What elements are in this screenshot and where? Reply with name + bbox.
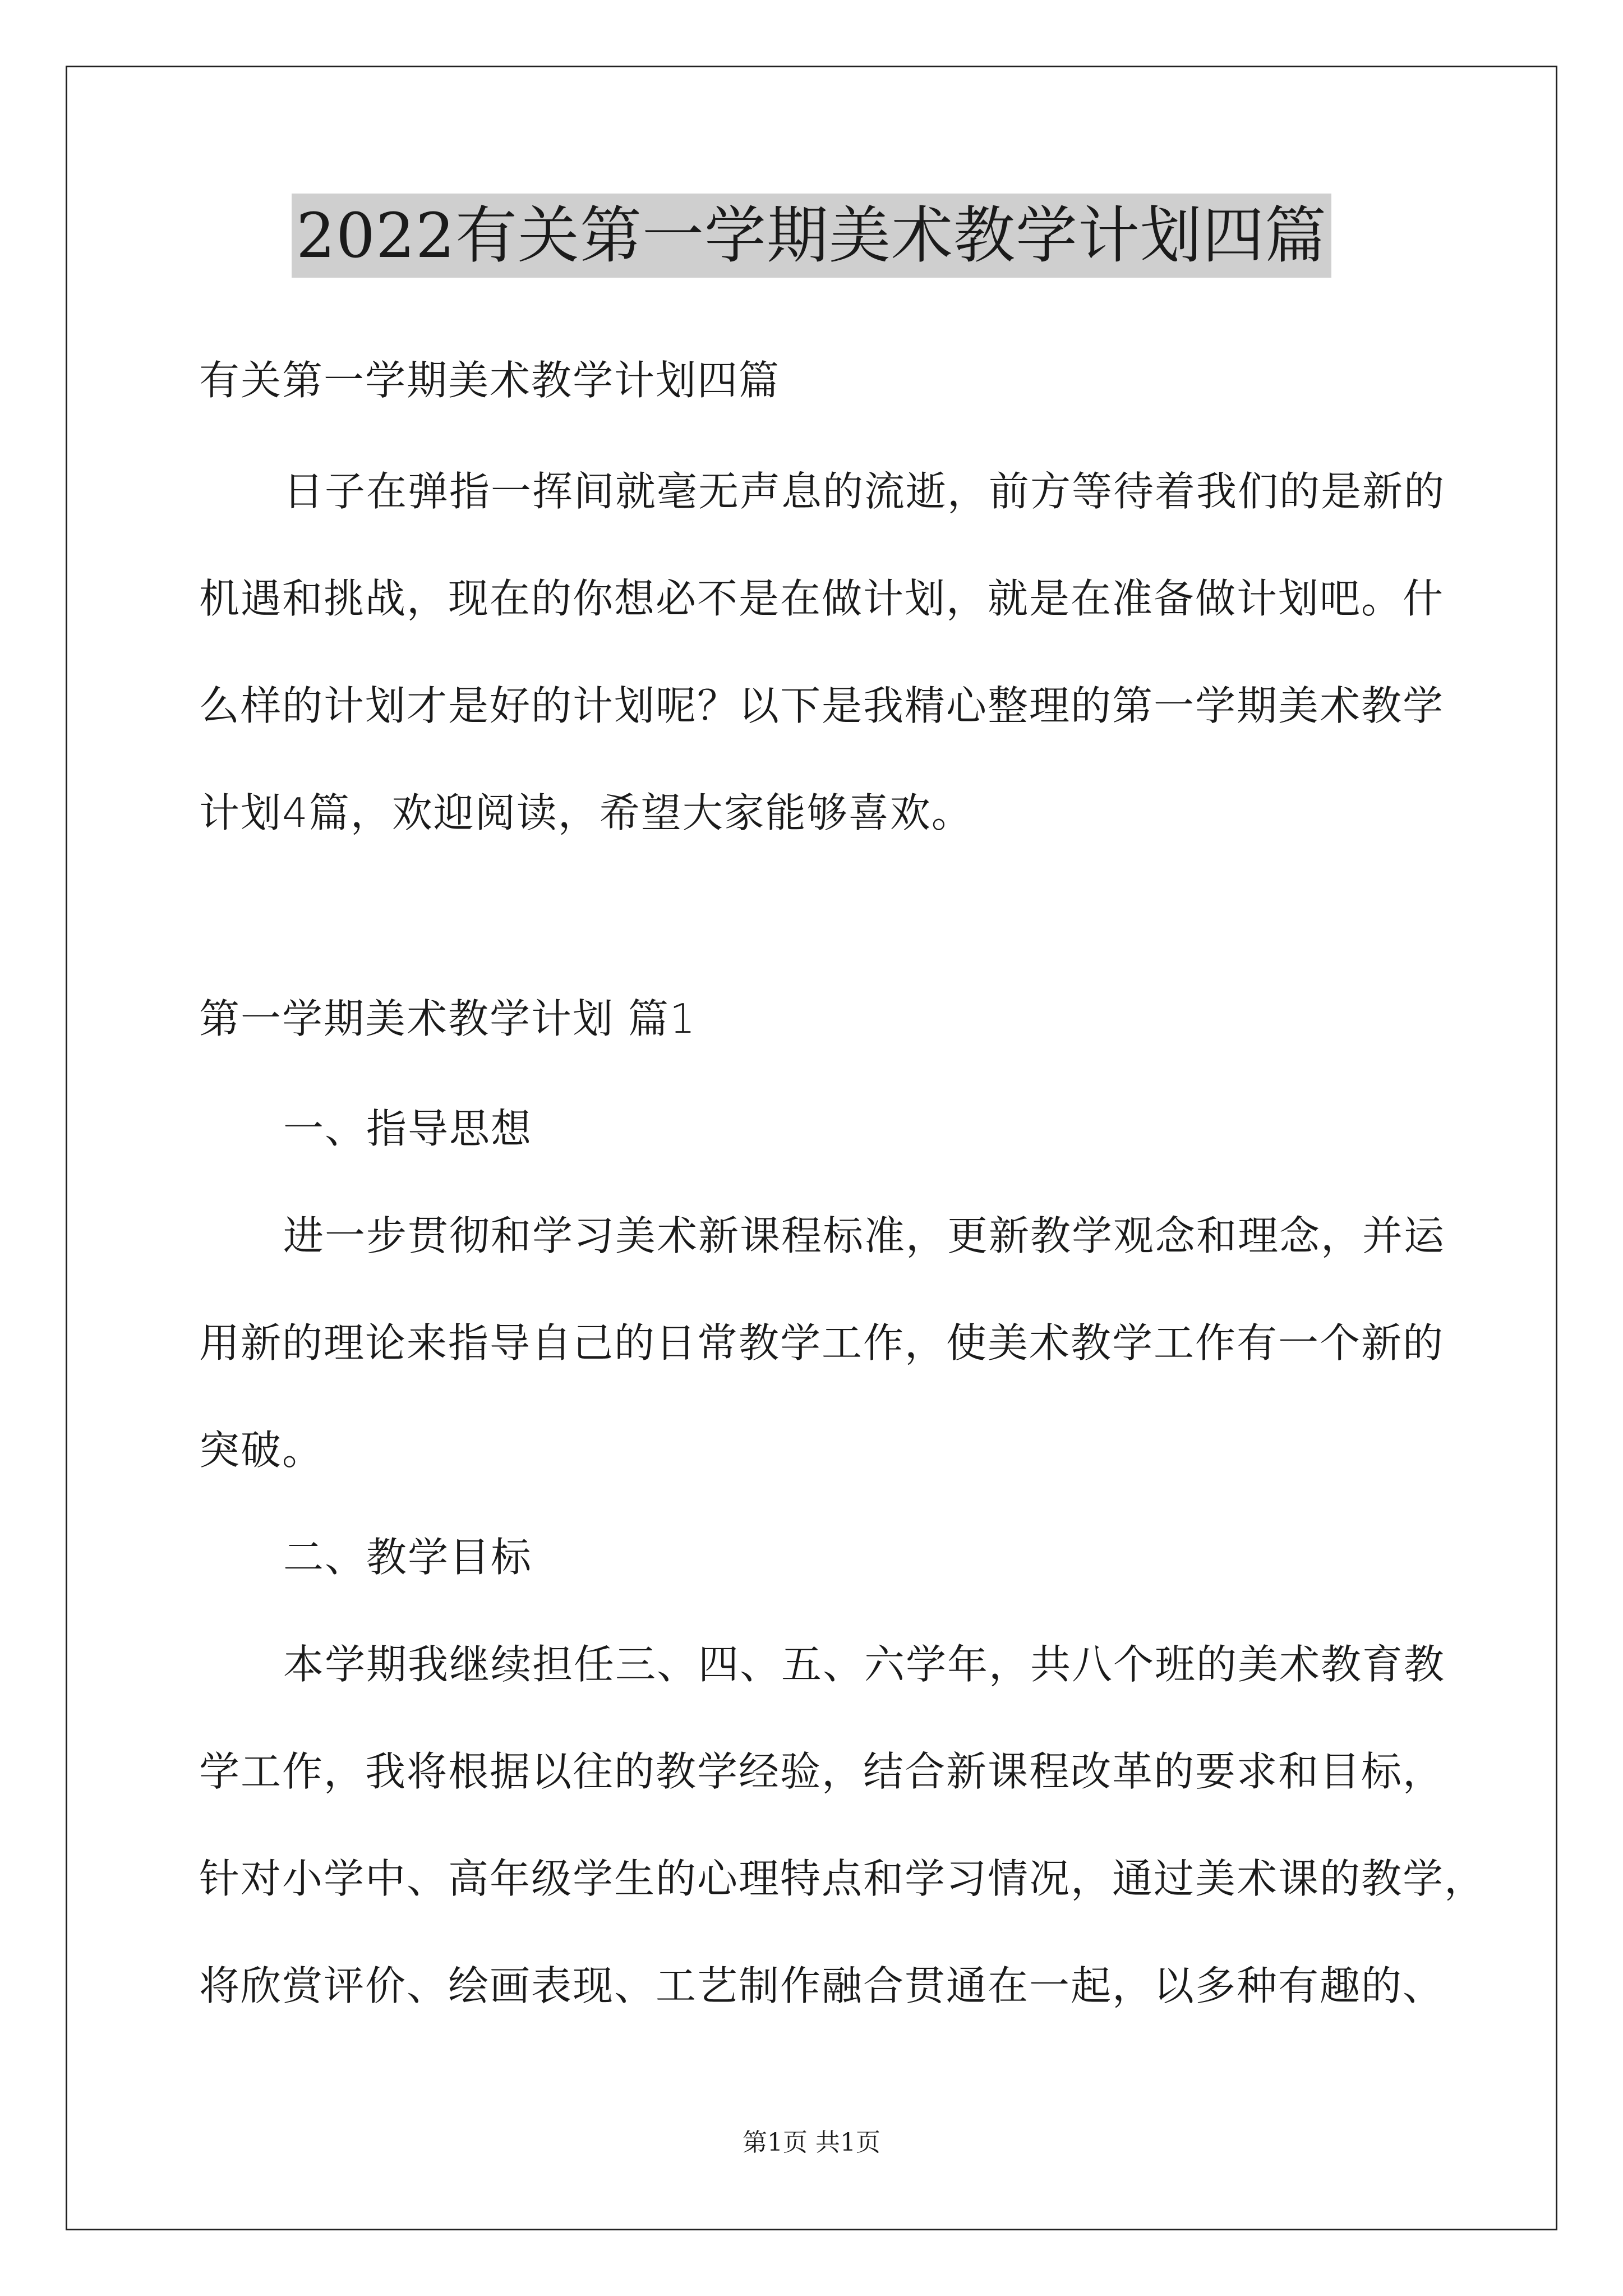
paragraph-line: 针对小学中、高年级学生的心理特点和学习情况，通过美术课的教学， [199, 1855, 1486, 1902]
title-container [0, 194, 1623, 278]
subsection-heading: 二、教学目标 [283, 1534, 533, 1581]
section-heading: 第一学期美术教学计划 篇1 [199, 995, 697, 1042]
subsection-heading: 一、指导思想 [283, 1105, 533, 1152]
paragraph-line: 计划4篇，欢迎阅读，希望大家能够喜欢。 [199, 789, 973, 836]
paragraph-line: 将欣赏评价、绘画表现、工艺制作融合贯通在一起，以多种有趣的、 [199, 1962, 1445, 2009]
paragraph-line: 日子在弹指一挥间就毫无声息的流逝，前方等待着我们的是新的 [283, 468, 1446, 515]
subtitle-line: 有关第一学期美术教学计划四篇 [199, 357, 781, 404]
document-title: 2022有关第一学期美术教学计划四篇 [292, 194, 1331, 278]
paragraph-line: 进一步贯彻和学习美术新课程标准，更新教学观念和理念，并运 [283, 1212, 1446, 1259]
paragraph-line: 突破。 [199, 1427, 324, 1474]
paragraph-line: 么样的计划才是好的计划呢？以下是我精心整理的第一学期美术教学 [199, 682, 1445, 729]
paragraph-line: 用新的理论来指导自己的日常教学工作，使美术教学工作有一个新的 [199, 1319, 1445, 1366]
paragraph-line: 机遇和挑战，现在的你想必不是在做计划，就是在准备做计划吧。什 [199, 575, 1445, 622]
page-footer: 第1页 共1页 [743, 2128, 880, 2157]
paragraph-line: 本学期我继续担任三、四、五、六学年，共八个班的美术教育教 [283, 1641, 1446, 1688]
paragraph-line: 学工作，我将根据以往的教学经验，结合新课程改革的要求和目标， [199, 1748, 1445, 1795]
